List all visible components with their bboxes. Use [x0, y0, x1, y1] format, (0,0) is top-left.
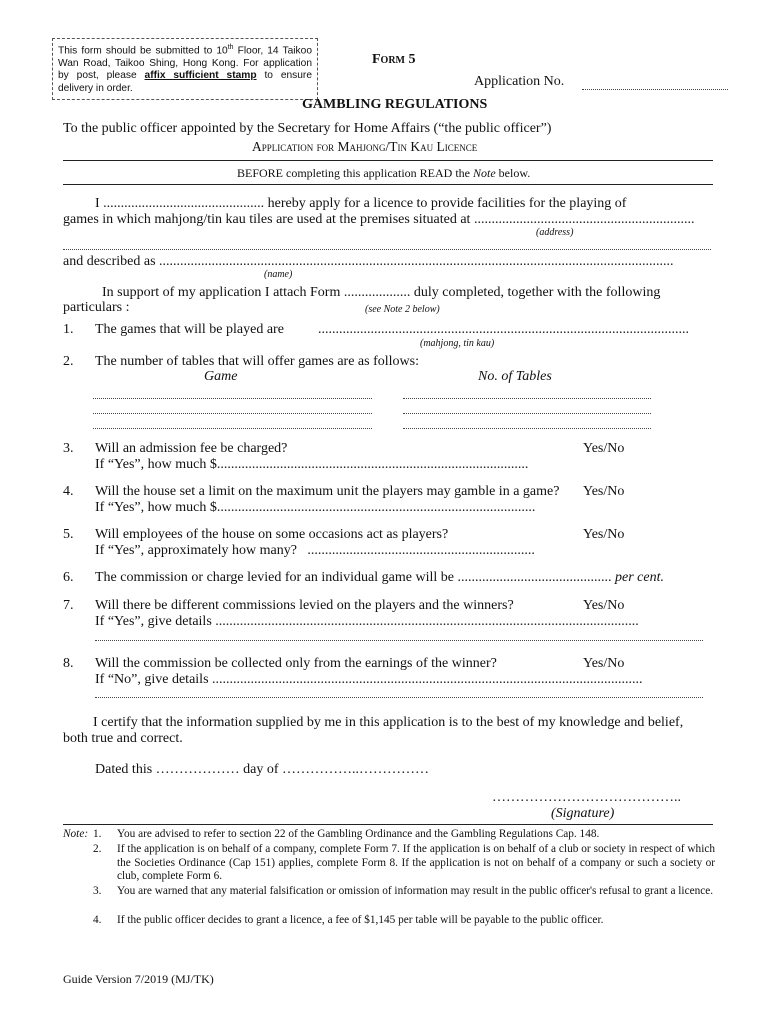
- q3-num: 3.: [63, 441, 74, 456]
- note-2-num: 2.: [93, 843, 102, 855]
- notice-text-2: Floor, 14 Taikoo Wan Road, Taikoo Shing, Hong Kong. For application by post, please: [58, 45, 312, 82]
- q4-yes-no[interactable]: Yes/No: [583, 484, 625, 499]
- q3-if[interactable]: If “Yes”, how much $.........................................................................................: [95, 457, 529, 472]
- game-field-1[interactable]: [93, 398, 372, 399]
- note-2: If the application is on behalf of a company, complete Form 7. If the application is on behalf of a club or society in respect of which the Societies Ordinance (Cap 151) applies, complete Form 8. If the application is not on behalf of a company or such a society or club, complete Form 6.: [117, 843, 715, 882]
- before-instruction: BEFORE completing this application READ the Note below.: [237, 166, 531, 180]
- note-1: You are advised to refer to section 22 of the Gambling Ordinance and the Gambling Regulations Cap. 148.: [117, 828, 600, 840]
- certify-line2: both true and correct.: [63, 731, 183, 746]
- q8-if[interactable]: If “No”, give details ...........................................................................................................................: [95, 672, 643, 687]
- second-rule: [63, 184, 713, 185]
- q7-yes-no[interactable]: Yes/No: [583, 598, 625, 613]
- notice-text-1: This form should be submitted to 10: [58, 45, 228, 57]
- q8-num: 8.: [63, 656, 74, 671]
- top-rule: [63, 160, 713, 161]
- q5-if[interactable]: If “Yes”, approximately how many? .................................................................: [95, 543, 535, 558]
- name-label: (name): [264, 269, 293, 280]
- signature-label: (Signature): [551, 806, 615, 821]
- q7-num: 7.: [63, 598, 74, 613]
- notice-bold: affix sufficient stamp: [144, 70, 257, 82]
- q5-num: 5.: [63, 527, 74, 542]
- q1-text: The games that will be played are: [95, 322, 284, 337]
- q1-hint: (mahjong, tin kau): [420, 338, 495, 349]
- application-no-field[interactable]: [582, 89, 728, 90]
- q4-text: Will the house set a limit on the maximum unit the players may gamble in a game?: [95, 484, 560, 499]
- q7-details-line[interactable]: [95, 640, 703, 641]
- note-4: If the public officer decides to grant a licence, a fee of $1,145 per table will be payable to the public officer.: [117, 914, 604, 926]
- col-game: Game: [204, 369, 238, 384]
- q5-text: Will employees of the house on some occasions act as players?: [95, 527, 449, 542]
- game-field-3[interactable]: [93, 428, 372, 429]
- col-tables: No. of Tables: [478, 369, 552, 384]
- footer-version: Guide Version 7/2019 (MJ/TK): [63, 972, 214, 986]
- q3-text: Will an admission fee be charged?: [95, 441, 288, 456]
- q7-text: Will there be different commissions levied on the players and the winners?: [95, 598, 514, 613]
- tables-field-2[interactable]: [403, 413, 651, 414]
- q6-text[interactable]: The commission or charge levied for an individual game will be ............................................ per cent.: [95, 570, 664, 585]
- form-title: Form 5: [372, 52, 416, 67]
- submission-notice: [52, 38, 318, 100]
- regulations-heading: GAMBLING REGULATIONS: [302, 97, 488, 112]
- address-field[interactable]: [63, 249, 711, 250]
- addressee: To the public officer appointed by the Secretary for Home Affairs (“the public officer”): [63, 121, 552, 136]
- note-1-num: 1.: [93, 828, 102, 840]
- tables-field-3[interactable]: [403, 428, 651, 429]
- game-field-2[interactable]: [93, 413, 372, 414]
- signature-field[interactable]: …………………………………..: [492, 790, 681, 805]
- para1-line2: games in which mahjong/tin kau tiles are used at the premises situated at ...............................................................: [63, 212, 695, 227]
- support-line2: particulars :: [63, 300, 130, 315]
- q1-field[interactable]: ..........................................................................................................: [318, 322, 689, 337]
- certify-line1: I certify that the information supplied by me in this application is to the best of my knowledge and belief,: [93, 715, 684, 730]
- q1-num: 1.: [63, 322, 74, 337]
- q7-if[interactable]: If “Yes”, give details .........................................................................................................................: [95, 614, 639, 629]
- note-3-num: 3.: [93, 885, 102, 897]
- see-note: (see Note 2 below): [365, 304, 440, 315]
- address-label: (address): [536, 227, 574, 238]
- q2-text: The number of tables that will offer games are as follows:: [95, 354, 419, 369]
- q4-if[interactable]: If “Yes”, how much $...........................................................................................: [95, 500, 536, 515]
- note-label: Note:: [63, 828, 89, 840]
- notes-rule: [63, 824, 713, 825]
- described-as: and described as ...................................................................................................................................................: [63, 254, 674, 269]
- q4-num: 4.: [63, 484, 74, 499]
- q3-yes-no[interactable]: Yes/No: [583, 441, 625, 456]
- q5-yes-no[interactable]: Yes/No: [583, 527, 625, 542]
- note-4-num: 4.: [93, 914, 102, 926]
- q2-num: 2.: [63, 354, 74, 369]
- notice-sup: th: [227, 44, 234, 51]
- support-line1: In support of my application I attach Form ................... duly completed, together with the following: [102, 285, 661, 300]
- q6-num: 6.: [63, 570, 74, 585]
- application-no-label: Application No.: [474, 74, 565, 89]
- note-3: You are warned that any material falsification or omission of information may result in the public officer's refusal to grant a licence.: [117, 885, 714, 897]
- q8-text: Will the commission be collected only from the earnings of the winner?: [95, 656, 497, 671]
- para1-line1: I .............................................. hereby apply for a licence to provide facilities for the playing of: [95, 196, 627, 211]
- tables-field-1[interactable]: [403, 398, 651, 399]
- q8-details-line[interactable]: [95, 697, 703, 698]
- dated-line[interactable]: Dated this ……………… day of ……………..……………: [95, 762, 430, 777]
- notice-text-3: to ensure delivery in order.: [58, 70, 312, 94]
- q8-yes-no[interactable]: Yes/No: [583, 656, 625, 671]
- application-title: Application for Mahjong/Tin Kau Licence: [252, 139, 478, 154]
